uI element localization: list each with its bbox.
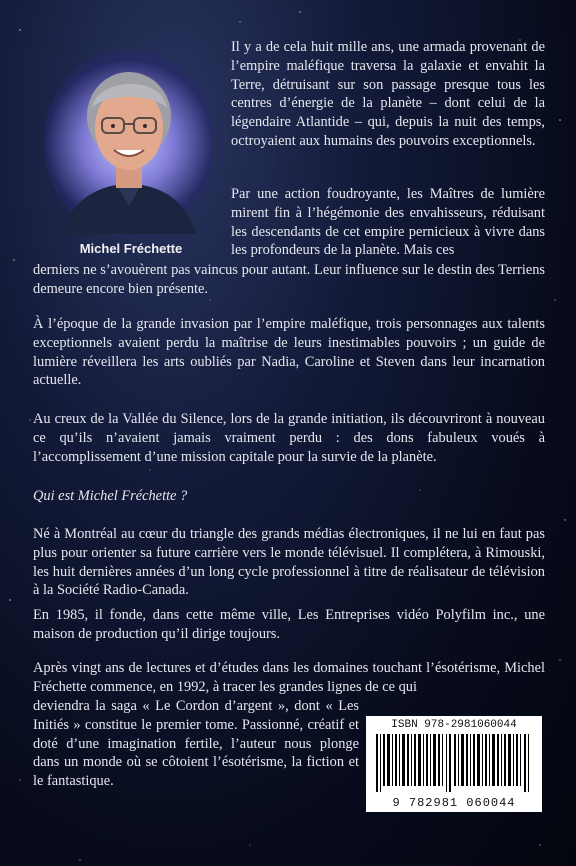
synopsis-paragraph-3 xyxy=(33,315,545,390)
synopsis-paragraph-1 xyxy=(231,38,545,151)
bio-paragraph-3a xyxy=(33,659,545,697)
barcode-bars xyxy=(376,734,532,792)
author-name: Michel Fréchette xyxy=(79,241,183,256)
paragraph-text: derniers ne s’avouèrent pas vaincus pour autant. Leur influence sur le destin des Terriens demeure encore bien présente. xyxy=(33,262,545,297)
paragraph-text: Né à Montréal au cœur du triangle des grands médias électroniques, il ne lui en faut pas plus pour orienter sa future carrière vers le monde télévisuel. Il complétera, à Rimouski, les huit dernières années d’un long cycle professionnel à titre de réalisateur de télévision à la Société Radio-Canada. xyxy=(33,526,545,599)
isbn-barcode xyxy=(366,716,542,812)
paragraph-text: Au creux de la Vallée du Silence, lors de la grande initiation, ils découvriront à nouveau ce qu’ils n’avaient jamais vraiment perdu : des dons fabuleux voués à l’accomplissement d’une mission capitale pour la survie de la planète. xyxy=(33,411,545,465)
bio-paragraph-3b xyxy=(33,697,359,791)
synopsis-paragraph-2a xyxy=(231,185,545,260)
paragraph-text: À l’époque de la grande invasion par l’empire maléfique, trois personnages aux talents exceptionnels avaient perdu la maîtrise de leurs inestimables pouvoirs ; un guide de lumière réveillera les arts oubliés par Nadia, Caroline et Steven dans leur incarnation actuelle. xyxy=(33,316,545,389)
synopsis-paragraph-4 xyxy=(33,410,545,466)
bio-paragraph-1 xyxy=(33,525,545,600)
synopsis-paragraph-2b xyxy=(33,261,545,299)
isbn-label: ISBN 978-2981060044 xyxy=(391,719,517,731)
paragraph-text: Il y a de cela huit mille ans, une armada provenant de l’empire maléfique traversa la galaxie et envahit la Terre, détruisant sur son passage presque tous les centres d’énergie de la planète – dont celui de la légendaire Atlantide – qui, depuis la nuit des temps, octroyaient aux humains des pouvoirs exceptionnels. xyxy=(231,39,545,149)
isbn-digits: 9 782981 060044 xyxy=(392,796,516,810)
paragraph-text: En 1985, il fonde, dans cette même ville, Les Entreprises vidéo Polyfilm inc., une maison de production qu’il dirige toujours. xyxy=(33,607,545,642)
author-portrait xyxy=(54,56,204,234)
paragraph-text: deviendra la saga « Le Cordon d’argent », dont « Les Initiés » constitue le premier tome. Passionné, créatif et doté d’une imagination fertile, l’auteur nous plonge dans un monde où se côtoient l’ésotérisme, la fiction et le fantastique. xyxy=(33,698,359,790)
bio-paragraph-2 xyxy=(33,606,545,644)
bio-heading xyxy=(33,487,545,506)
paragraph-text: Par une action foudroyante, les Maîtres de lumière mirent fin à l’hégémonie des envahisseurs, réduisant les descendants de cet empire pernicieux à vivre dans les profondeurs de la planète. Mais ces xyxy=(231,186,545,259)
paragraph-text: Après vingt ans de lectures et d’études dans les domaines touchant l’ésotérisme, Michel Fréchette commence, en 1992, à tracer les grandes lignes de ce qui xyxy=(33,660,545,695)
bio-heading-text: Qui est Michel Fréchette ? xyxy=(33,488,188,504)
